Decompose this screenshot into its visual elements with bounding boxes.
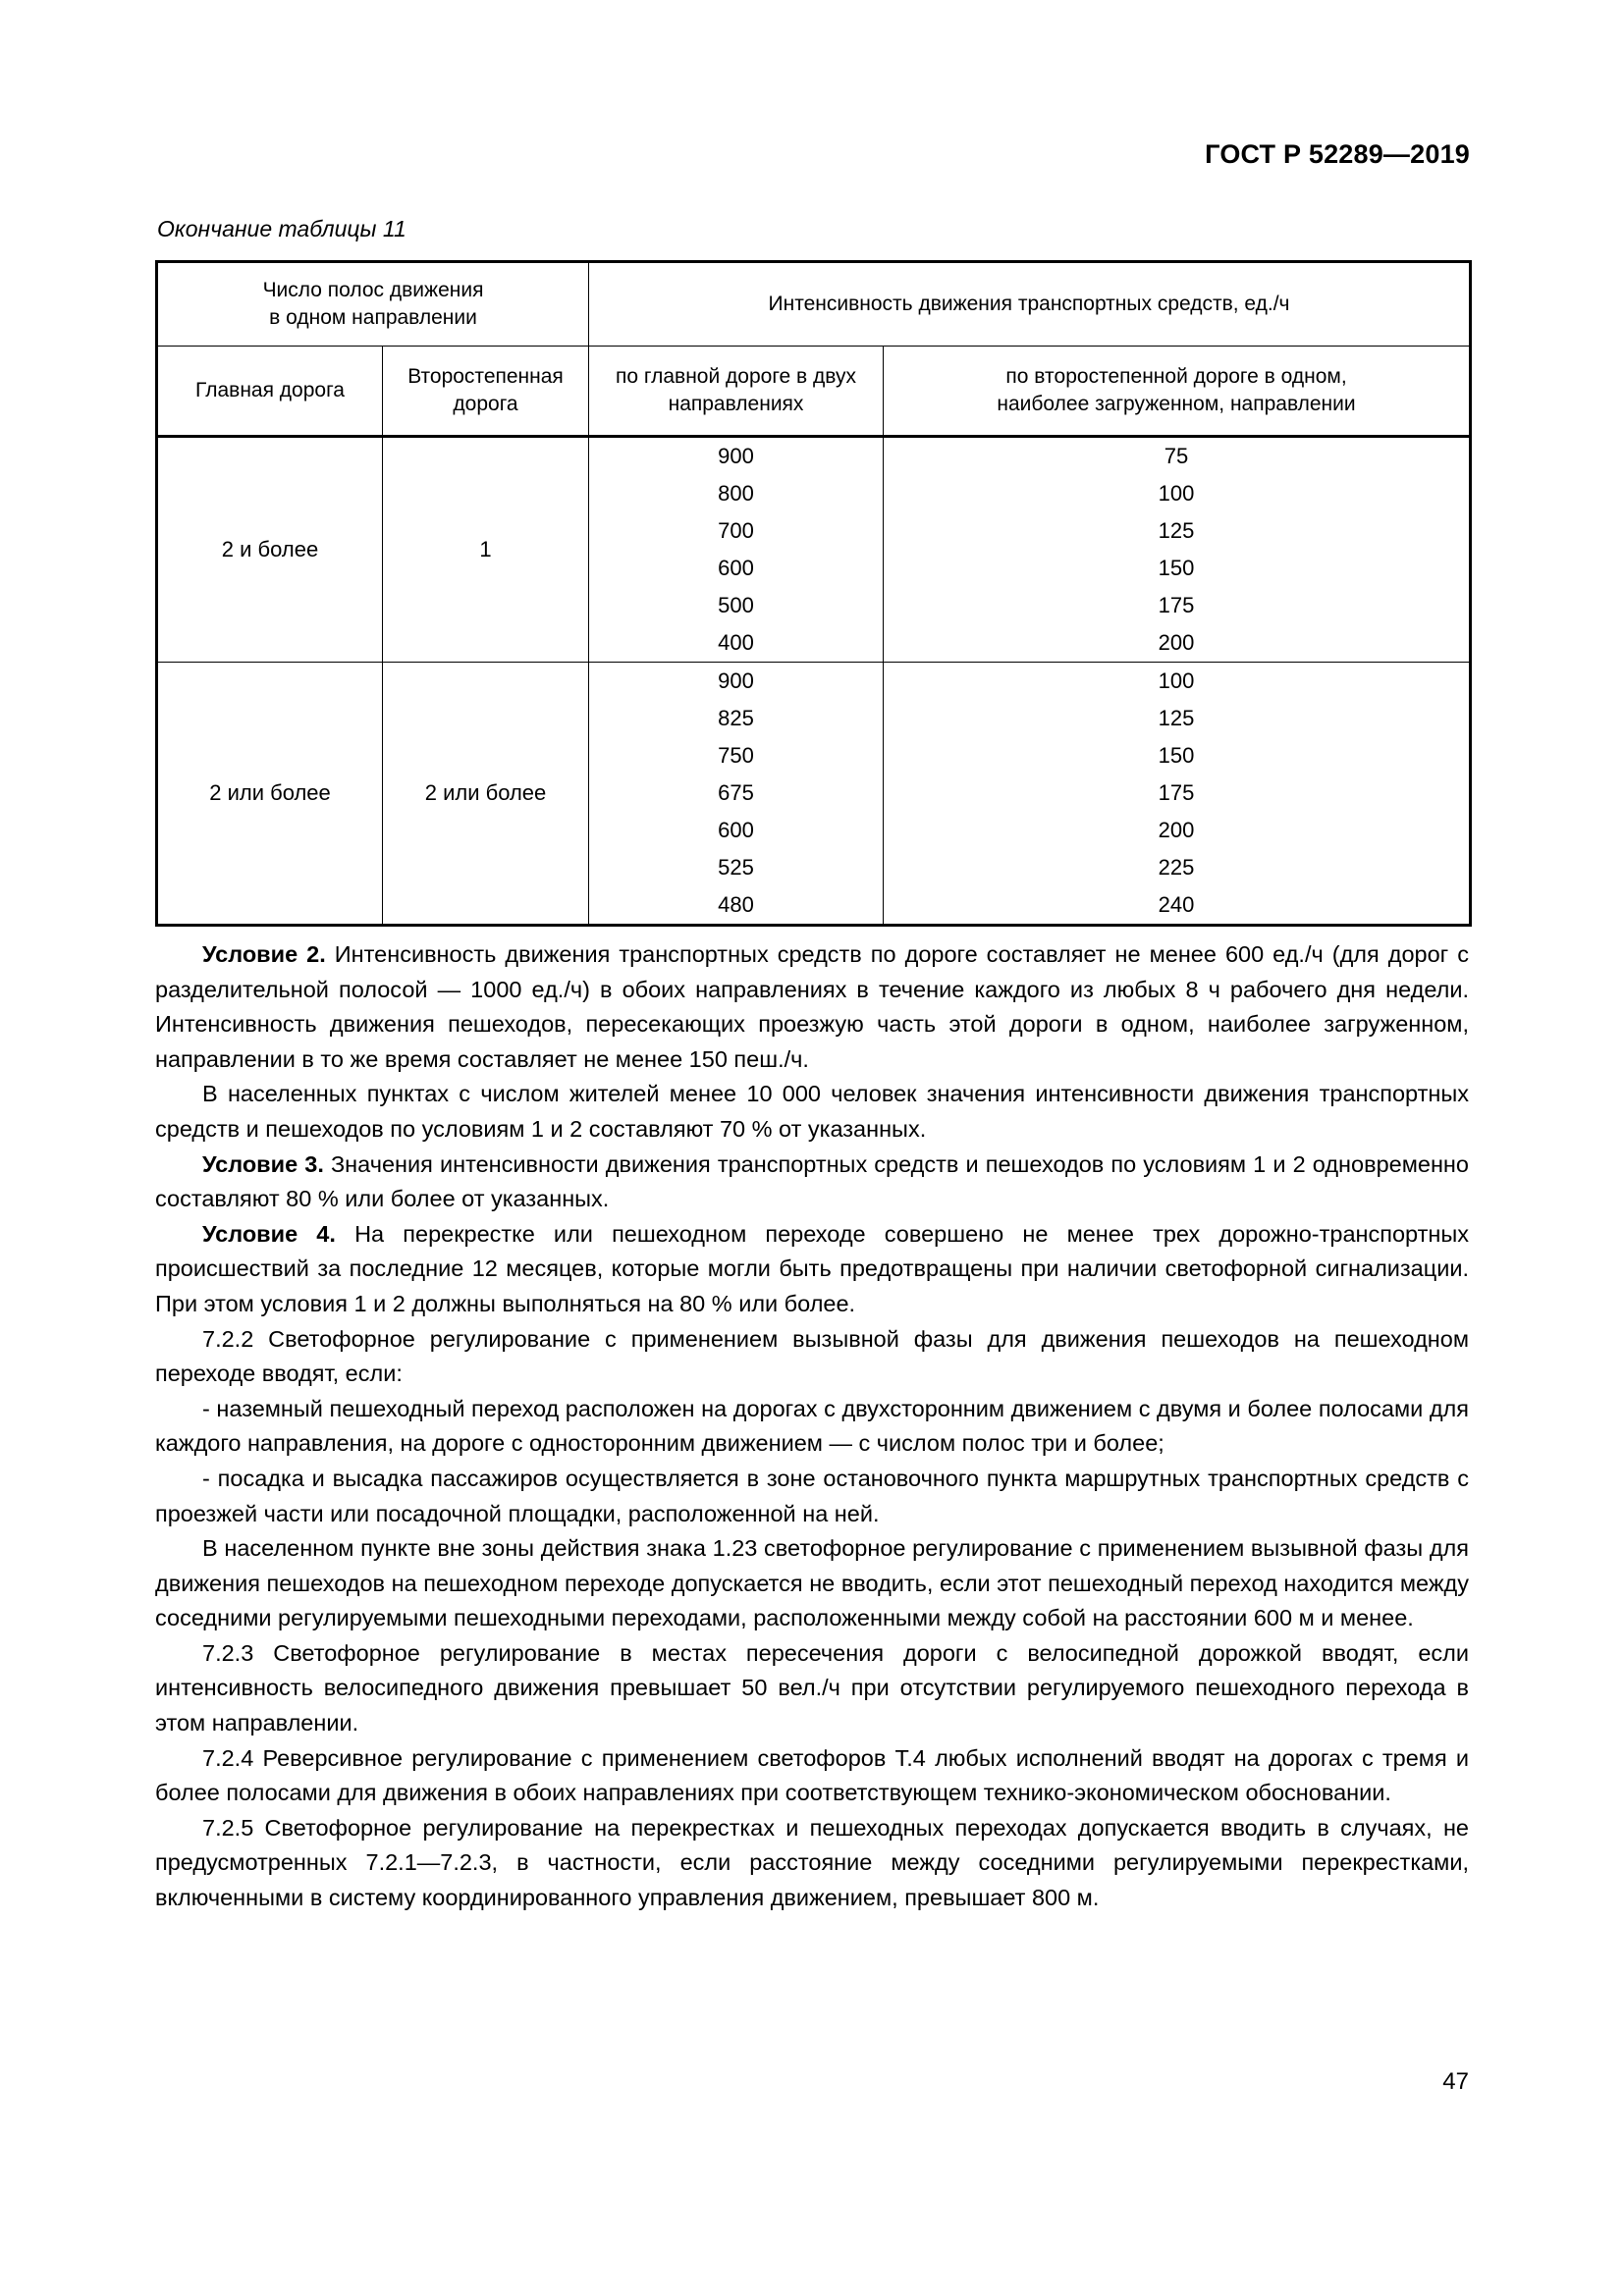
table-cell-value: 200: [1158, 818, 1195, 842]
header-secondary-flow-line1: по втopостепенной дороге в одном,: [1005, 364, 1347, 388]
header-main-flow-line2: направлениях: [668, 393, 804, 415]
table-cell-value: 175: [1158, 780, 1195, 805]
block1-secondary-road: 2 или более: [383, 663, 589, 926]
header-main-road: Главная дорога: [157, 347, 383, 437]
table-cell-value: 400: [718, 630, 754, 655]
table-cell-value: 900: [718, 668, 754, 693]
table-cell-value: 150: [1158, 556, 1195, 580]
table-cell-value: 225: [1158, 855, 1195, 880]
block1-secondary-flow-stack: [884, 663, 1469, 924]
table-cell-value: 125: [1158, 518, 1195, 543]
running-header: ГОСТ Р 52289—2019: [1205, 139, 1470, 169]
table-cell-value: 800: [718, 481, 754, 506]
table-cell-value: 480: [718, 892, 754, 917]
table-cell-value: 825: [718, 706, 754, 730]
table-caption: Окончание таблицы 11: [157, 216, 406, 241]
table-row: [157, 437, 1471, 663]
table-cell-value: 700: [718, 518, 754, 543]
table-cell-value: 500: [718, 593, 754, 617]
header-secondary-flow: [884, 347, 1471, 437]
table-cell-value: 600: [718, 818, 754, 842]
paragraph-lead: Условие 3.: [202, 1150, 324, 1177]
header-secondary-road: [383, 347, 589, 437]
block1-secondary-flow-values: [884, 663, 1471, 926]
block0-main-flow-values: [589, 437, 884, 663]
body-paragraph: 7.2.2 Светофорное регулирование с применением вызывной фазы для движения пешеходов на пешеходном переходе вводят, если:: [155, 1325, 1469, 1387]
table-cell-value: 150: [1158, 743, 1195, 768]
header-secondary-road-line1: Второстепенная: [407, 364, 564, 388]
body-paragraph: - наземный пешеходный переход расположен на дорогах с двухсторонним движением с двумя и более полосами для каждого направления, на дороге с односторонним движением — с числом полос три и более;: [155, 1395, 1469, 1457]
table-header-group-row: [157, 262, 1471, 347]
table-cell-value: 600: [718, 556, 754, 580]
paragraph-lead: Условие 2.: [202, 941, 326, 967]
block1-main-flow-values: [589, 663, 884, 926]
block0-secondary-flow-stack: [884, 438, 1469, 662]
paragraph-lead: Условие 4.: [202, 1220, 336, 1247]
table-header-columns-row: [157, 347, 1471, 437]
block0-secondary-road: 1: [383, 437, 589, 663]
table-cell-value: 100: [1158, 481, 1195, 506]
header-lanes-line2: в одном направлении: [269, 306, 477, 329]
table-cell-value: 75: [1164, 444, 1189, 468]
table-cell-value: 240: [1158, 892, 1195, 917]
block0-main-road: 2 и более: [157, 437, 383, 663]
body-paragraph: 7.2.5 Светофорное регулирование на перекрестках и пешеходных переходах допускается вводить в случаях, не предусмотренных 7.2.1—7.2.3, в частности, если расстояние между соседними регулируемыми перекрестками, включенными в систему координированного управления движением, превышает 800 м.: [155, 1814, 1469, 1911]
page-number: 47: [1442, 2068, 1469, 2095]
block0-main-flow-stack: [589, 438, 883, 662]
body-text: [155, 937, 1469, 1916]
body-paragraph: Условие 2. Интенсивность движения транспортных средств по дороге составляет не менее 600 ед./ч (для дорог с разделительной полосой — 1000 ед./ч) в обоих направлениях в течение каждого из любых 8 ч рабочего дня недели. Интенсивность движения пешеходов, пересекающих проезжую часть этой дороги в одном, наиболее загруженном, направлении в то же время составляет не менее 150 пеш./ч.: [155, 941, 1469, 1072]
block0-secondary-flow-values: [884, 437, 1471, 663]
body-paragraph: В населенном пункте вне зоны действия знака 1.23 светофорное регулирование с применением вызывной фазы для движения пешеходов на пешеходном переходе допускается не вводить, если этот пешеходный переход находится между соседними регулируемыми пешеходными переходами, расположенными между собой на расстоянии 600 м и менее.: [155, 1535, 1469, 1631]
table-cell-value: 125: [1158, 706, 1195, 730]
traffic-intensity-table: [155, 260, 1472, 927]
table-cell-value: 200: [1158, 630, 1195, 655]
block1-main-road: 2 или более: [157, 663, 383, 926]
body-paragraph: 7.2.4 Реверсивное регулирование с применением светофоров Т.4 любых исполнений вводят на дорогах с тремя и более полосами для движения в обоих направлениях при соответствующем технико-экономическом обосновании.: [155, 1744, 1469, 1806]
table-cell-value: 750: [718, 743, 754, 768]
body-paragraph: Условие 4. На перекрестке или пешеходном переходе совершено не менее трех дорожно-транспортных происшествий за последние 12 месяцев, которые могли быть предотвращены при наличии светофорной сигнализации. При этом условия 1 и 2 должны выполняться на 80 % или более.: [155, 1220, 1469, 1316]
body-paragraph: - посадка и высадка пассажиров осуществляется в зоне остановочного пункта маршрутных транспортных средств с проезжей части или посадочной площадки, расположенной на ней.: [155, 1465, 1469, 1526]
table-cell-value: 900: [718, 444, 754, 468]
block1-main-flow-stack: [589, 663, 883, 924]
header-main-flow: [589, 347, 884, 437]
header-secondary-flow-line2: наиболее загруженном, направлении: [997, 393, 1356, 415]
table-cell-value: 525: [718, 855, 754, 880]
header-secondary-road-line2: дорога: [453, 393, 518, 415]
header-lanes-group: [157, 262, 589, 347]
header-intensity-group: Интенсивность движения транспортных средств, ед./ч: [589, 262, 1471, 347]
header-main-flow-line1: по главной дороге в двух: [616, 364, 856, 388]
body-paragraph: Условие 3. Значения интенсивности движения транспортных средств и пешеходов по условиям 1 и 2 одновременно составляют 80 % или более от указанных.: [155, 1150, 1469, 1212]
body-paragraph: 7.2.3 Светофорное регулирование в местах пересечения дороги с велосипедной дорожкой вводят, если интенсивность велосипедного движения превышает 50 вел./ч при отсутствии регулируемого пешеходного перехода в этом направлении.: [155, 1639, 1469, 1736]
table-row: [157, 663, 1471, 926]
table-cell-value: 100: [1158, 668, 1195, 693]
table-cell-value: 175: [1158, 593, 1195, 617]
table-cell-value: 675: [718, 780, 754, 805]
header-lanes-line1: Число полос движения: [262, 278, 484, 301]
body-paragraph: В населенных пунктах с числом жителей менее 10 000 человек значения интенсивности движения транспортных средств и пешеходов по условиям 1 и 2 составляют 70 % от указанных.: [155, 1081, 1469, 1142]
